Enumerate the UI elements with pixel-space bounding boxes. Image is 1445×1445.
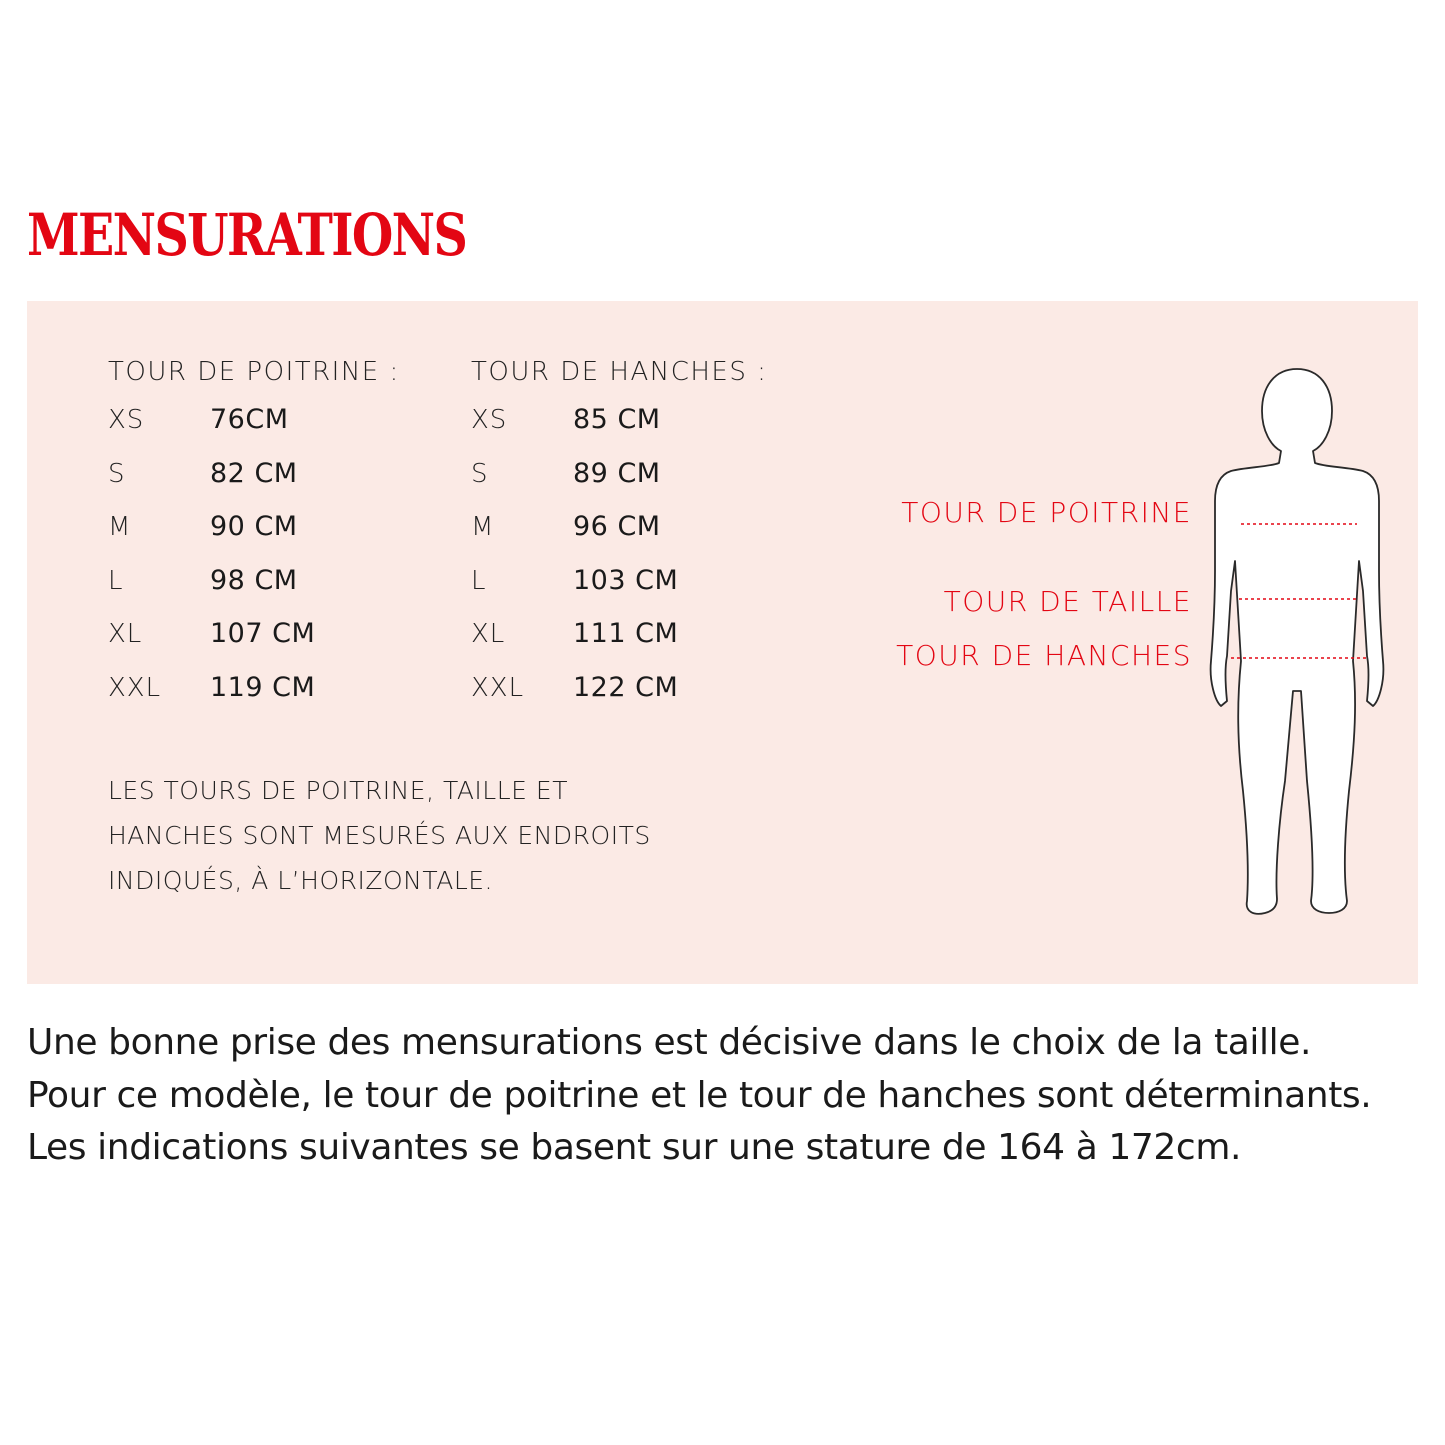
page-title: MENSURATIONS (27, 201, 467, 269)
waist-measure-label: TOUR DE TAILLE (943, 585, 1192, 618)
note-line: LES TOURS DE POITRINE, TAILLE ET (108, 776, 568, 805)
measurement-value: 89 CM (573, 457, 661, 489)
note-line: INDIQUÉS, À L’HORIZONTALE. (108, 866, 493, 895)
body-silhouette-illustration (1207, 361, 1387, 921)
size-label: M (108, 512, 132, 542)
table-row (108, 393, 400, 447)
intro-line: Pour ce modèle, le tour de poitrine et le tour de hanches sont déterminants. (27, 1074, 1372, 1116)
size-label: L (108, 565, 124, 596)
table-row (471, 447, 767, 501)
chest-measure-label: TOUR DE POITRINE (901, 496, 1192, 529)
measurement-note (108, 768, 758, 903)
table-row (108, 661, 400, 715)
note-line: HANCHES SONT MESURÉS AUX ENDROITS (108, 821, 651, 850)
size-label: XXL (108, 672, 162, 703)
hips-measure-label: TOUR DE HANCHES (896, 639, 1192, 672)
measurement-value: 119 CM (210, 671, 316, 703)
table-row (471, 661, 767, 715)
table-row (108, 447, 400, 501)
hips-measurements-table (471, 351, 767, 714)
silhouette-head (1211, 369, 1384, 914)
measurement-value: 76CM (210, 404, 289, 435)
measurement-value: 96 CM (573, 511, 661, 542)
size-label: XS (471, 405, 508, 435)
intro-text (27, 1017, 1422, 1175)
size-label: XL (108, 619, 143, 649)
size-label: XS (108, 405, 145, 435)
intro-line: Les indications suivantes se basent sur une stature de 164 à 172cm. (27, 1127, 1242, 1168)
hips-table-heading: TOUR DE HANCHES : (471, 357, 768, 387)
measurement-value: 98 CM (210, 564, 298, 596)
chest-table-heading: TOUR DE POITRINE : (108, 357, 400, 387)
measurement-value: 90 CM (210, 511, 298, 542)
size-label: S (471, 458, 489, 489)
table-row (108, 500, 400, 554)
measurement-value: 107 CM (210, 618, 316, 649)
table-row (471, 500, 767, 554)
size-label: S (108, 458, 126, 489)
measurement-value: 111 CM (573, 618, 679, 649)
size-label: M (471, 512, 495, 542)
size-label: XL (471, 619, 506, 649)
chest-measurements-table (108, 351, 400, 714)
table-row (471, 393, 767, 447)
size-label: XXL (471, 672, 525, 703)
measurement-value: 122 CM (573, 671, 679, 703)
table-row (471, 554, 767, 608)
measurement-value: 85 CM (573, 404, 661, 435)
table-row (108, 607, 400, 661)
intro-line: Une bonne prise des mensurations est décisive dans le choix de la taille. (27, 1022, 1312, 1063)
table-row (471, 607, 767, 661)
size-chart-panel (27, 301, 1418, 984)
measurement-value: 103 CM (573, 564, 679, 596)
size-label: L (471, 565, 487, 596)
measurement-value: 82 CM (210, 457, 298, 489)
table-row (108, 554, 400, 608)
